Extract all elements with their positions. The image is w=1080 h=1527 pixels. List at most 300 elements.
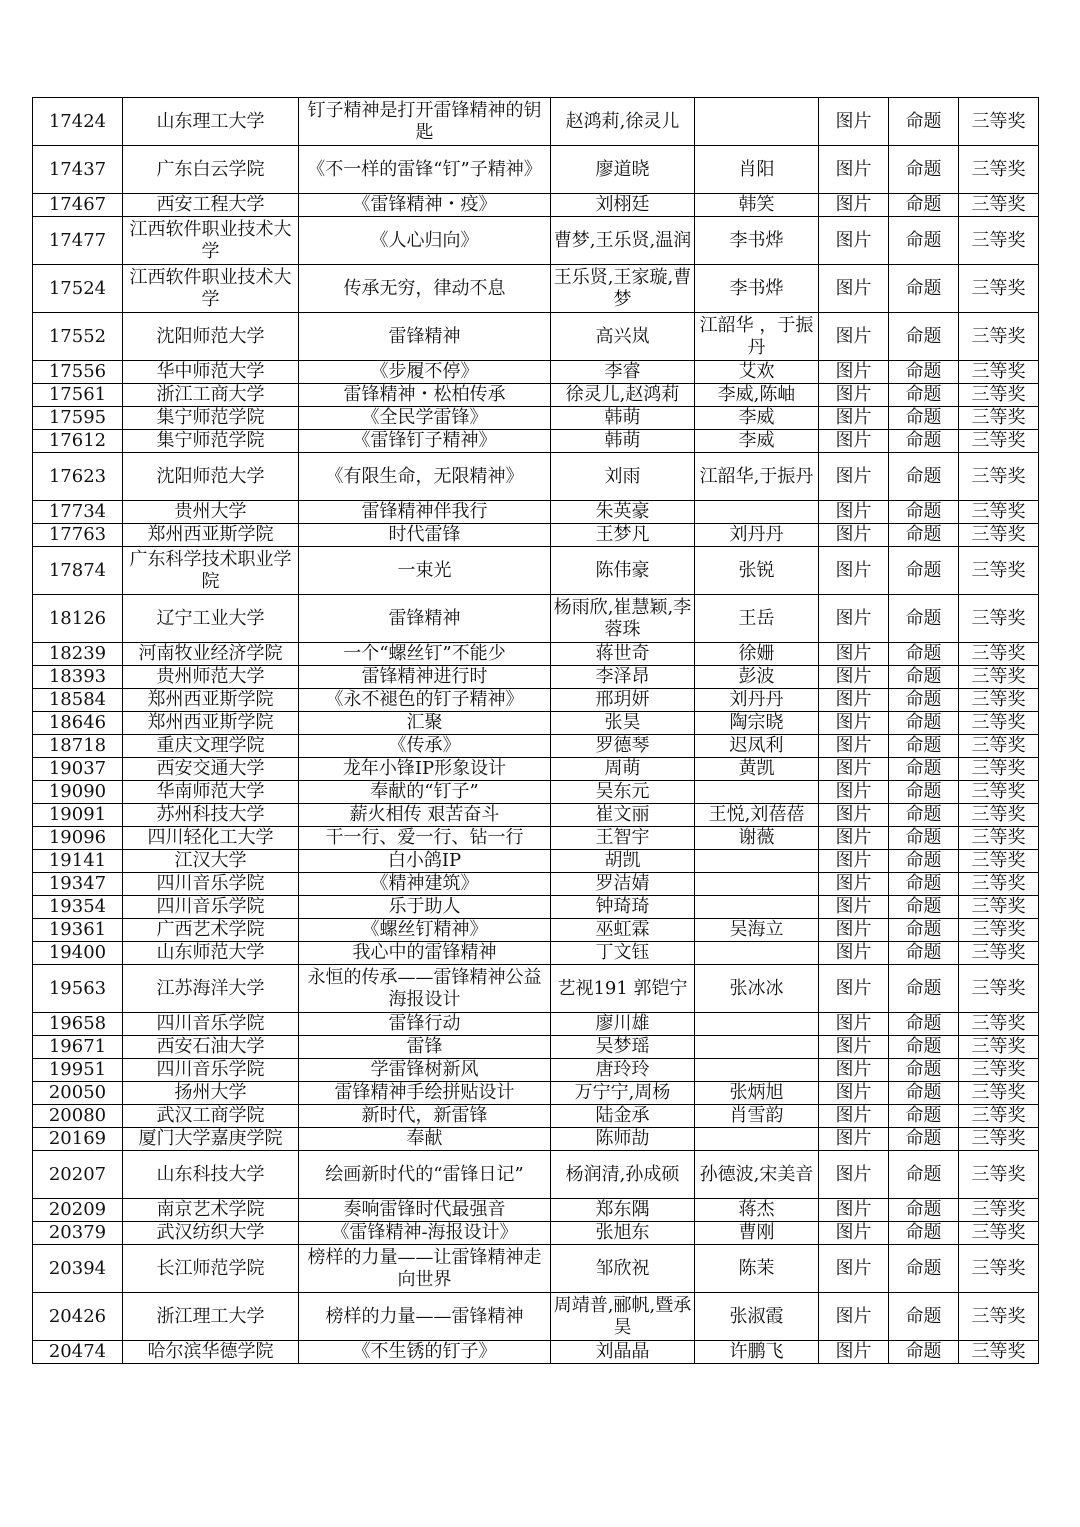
award-level-cell: 三等奖 — [959, 595, 1039, 643]
work-title-cell: 《不生锈的钉子》 — [299, 1341, 551, 1364]
award-level-cell: 三等奖 — [959, 524, 1039, 547]
entry-id-cell: 19951 — [33, 1059, 123, 1082]
advisor-cell — [695, 942, 819, 965]
award-level-cell: 三等奖 — [959, 453, 1039, 501]
advisor-cell — [695, 501, 819, 524]
category-cell: 命题 — [889, 1341, 959, 1364]
school-cell: 广东科学技术职业学院 — [123, 547, 299, 595]
entry-id-cell: 18126 — [33, 595, 123, 643]
advisor-cell: 蒋杰 — [695, 1199, 819, 1222]
entry-id-cell: 20379 — [33, 1222, 123, 1245]
work-form-cell: 图片 — [819, 361, 889, 384]
entry-id-cell: 18584 — [33, 689, 123, 712]
category-cell: 命题 — [889, 407, 959, 430]
advisor-cell: 吴海立 — [695, 919, 819, 942]
work-form-cell: 图片 — [819, 595, 889, 643]
award-level-cell: 三等奖 — [959, 265, 1039, 313]
category-cell: 命题 — [889, 1245, 959, 1293]
advisor-cell: 艾欢 — [695, 361, 819, 384]
advisor-cell — [695, 98, 819, 146]
award-level-cell: 三等奖 — [959, 850, 1039, 873]
work-form-cell: 图片 — [819, 689, 889, 712]
entry-id-cell: 17424 — [33, 98, 123, 146]
table-row — [33, 547, 1039, 595]
work-title-cell: 《不一样的雷锋“钉”子精神》 — [299, 146, 551, 194]
work-title-cell: 绘画新时代的“雷锋日记” — [299, 1151, 551, 1199]
work-form-cell: 图片 — [819, 384, 889, 407]
advisor-cell: 张锐 — [695, 547, 819, 595]
school-cell: 四川轻化工大学 — [123, 827, 299, 850]
authors-cell: 曹梦,王乐贤,温润 — [551, 217, 695, 265]
school-cell: 江西软件职业技术大学 — [123, 217, 299, 265]
award-level-cell: 三等奖 — [959, 217, 1039, 265]
authors-cell: 吴梦瑶 — [551, 1036, 695, 1059]
entry-id-cell: 19037 — [33, 758, 123, 781]
award-level-cell: 三等奖 — [959, 313, 1039, 361]
table-row — [33, 689, 1039, 712]
authors-cell: 罗洁婧 — [551, 873, 695, 896]
work-form-cell: 图片 — [819, 965, 889, 1013]
work-title-cell: 奉献 — [299, 1128, 551, 1151]
entry-id-cell: 19096 — [33, 827, 123, 850]
work-title-cell: 《雷锋钉子精神》 — [299, 430, 551, 453]
authors-cell: 张旭东 — [551, 1222, 695, 1245]
authors-cell: 廖道晓 — [551, 146, 695, 194]
authors-cell: 郑东隅 — [551, 1199, 695, 1222]
category-cell: 命题 — [889, 1222, 959, 1245]
entry-id-cell: 20207 — [33, 1151, 123, 1199]
work-title-cell: 雷锋精神 — [299, 313, 551, 361]
work-title-cell: 一个“螺丝钉”不能少 — [299, 643, 551, 666]
table-row — [33, 313, 1039, 361]
school-cell: 河南牧业经济学院 — [123, 643, 299, 666]
award-level-cell: 三等奖 — [959, 501, 1039, 524]
advisor-cell: 李威,陈岫 — [695, 384, 819, 407]
school-cell: 集宁师范学院 — [123, 430, 299, 453]
entry-id-cell: 17556 — [33, 361, 123, 384]
table-row — [33, 430, 1039, 453]
category-cell: 命题 — [889, 1105, 959, 1128]
work-title-cell: 永恒的传承——雷锋精神公益海报设计 — [299, 965, 551, 1013]
entry-id-cell: 18239 — [33, 643, 123, 666]
school-cell: 辽宁工业大学 — [123, 595, 299, 643]
authors-cell: 廖川雄 — [551, 1013, 695, 1036]
work-form-cell: 图片 — [819, 942, 889, 965]
award-level-cell: 三等奖 — [959, 547, 1039, 595]
award-level-cell: 三等奖 — [959, 896, 1039, 919]
authors-cell: 张昊 — [551, 712, 695, 735]
category-cell: 命题 — [889, 217, 959, 265]
award-level-cell: 三等奖 — [959, 1036, 1039, 1059]
award-level-cell: 三等奖 — [959, 194, 1039, 217]
entry-id-cell: 19361 — [33, 919, 123, 942]
award-table-body — [33, 98, 1039, 1364]
entry-id-cell: 17595 — [33, 407, 123, 430]
advisor-cell: 李书烨 — [695, 265, 819, 313]
table-row — [33, 827, 1039, 850]
work-title-cell: 《永不褪色的钉子精神》 — [299, 689, 551, 712]
entry-id-cell: 17467 — [33, 194, 123, 217]
work-form-cell: 图片 — [819, 1222, 889, 1245]
award-level-cell: 三等奖 — [959, 965, 1039, 1013]
work-form-cell: 图片 — [819, 501, 889, 524]
authors-cell: 艺视191 郭铠宁 — [551, 965, 695, 1013]
school-cell: 厦门大学嘉庚学院 — [123, 1128, 299, 1151]
award-level-cell: 三等奖 — [959, 1151, 1039, 1199]
advisor-cell: 韩笑 — [695, 194, 819, 217]
authors-cell: 丁文钰 — [551, 942, 695, 965]
work-form-cell: 图片 — [819, 524, 889, 547]
work-title-cell: 《传承》 — [299, 735, 551, 758]
entry-id-cell: 19354 — [33, 896, 123, 919]
advisor-cell — [695, 873, 819, 896]
school-cell: 哈尔滨华德学院 — [123, 1341, 299, 1364]
work-title-cell: 雷锋精神进行时 — [299, 666, 551, 689]
category-cell: 命题 — [889, 265, 959, 313]
category-cell: 命题 — [889, 873, 959, 896]
table-row — [33, 643, 1039, 666]
advisor-cell: 肖雪韵 — [695, 1105, 819, 1128]
school-cell: 浙江理工大学 — [123, 1293, 299, 1341]
work-form-cell: 图片 — [819, 407, 889, 430]
advisor-cell: 孙德波,宋美音 — [695, 1151, 819, 1199]
advisor-cell: 刘丹丹 — [695, 689, 819, 712]
school-cell: 贵州师范大学 — [123, 666, 299, 689]
work-title-cell: 钉子精神是打开雷锋精神的钥匙 — [299, 98, 551, 146]
authors-cell: 韩萌 — [551, 407, 695, 430]
work-title-cell: 雷锋精神・松柏传承 — [299, 384, 551, 407]
award-level-cell: 三等奖 — [959, 146, 1039, 194]
work-form-cell: 图片 — [819, 804, 889, 827]
school-cell: 四川音乐学院 — [123, 1013, 299, 1036]
category-cell: 命题 — [889, 98, 959, 146]
work-form-cell: 图片 — [819, 453, 889, 501]
award-level-cell: 三等奖 — [959, 919, 1039, 942]
authors-cell: 周靖普,郦帆,暨承昊 — [551, 1293, 695, 1341]
authors-cell: 李睿 — [551, 361, 695, 384]
school-cell: 苏州科技大学 — [123, 804, 299, 827]
entry-id-cell: 17437 — [33, 146, 123, 194]
authors-cell: 李泽昂 — [551, 666, 695, 689]
award-level-cell: 三等奖 — [959, 1059, 1039, 1082]
category-cell: 命题 — [889, 146, 959, 194]
work-title-cell: 乐于助人 — [299, 896, 551, 919]
authors-cell: 唐玲玲 — [551, 1059, 695, 1082]
work-title-cell: 龙年小锋IP形象设计 — [299, 758, 551, 781]
table-row — [33, 595, 1039, 643]
table-row — [33, 666, 1039, 689]
entry-id-cell: 19347 — [33, 873, 123, 896]
advisor-cell: 许鹏飞 — [695, 1341, 819, 1364]
work-form-cell: 图片 — [819, 758, 889, 781]
authors-cell: 周萌 — [551, 758, 695, 781]
entry-id-cell: 20474 — [33, 1341, 123, 1364]
work-form-cell: 图片 — [819, 1128, 889, 1151]
school-cell: 山东理工大学 — [123, 98, 299, 146]
authors-cell: 赵鸿莉,徐灵儿 — [551, 98, 695, 146]
award-table — [32, 97, 1039, 1364]
advisor-cell — [695, 850, 819, 873]
authors-cell: 邢玥妍 — [551, 689, 695, 712]
work-form-cell: 图片 — [819, 850, 889, 873]
category-cell: 命题 — [889, 942, 959, 965]
entry-id-cell: 18718 — [33, 735, 123, 758]
award-level-cell: 三等奖 — [959, 1082, 1039, 1105]
work-title-cell: 《步履不停》 — [299, 361, 551, 384]
work-title-cell: 雷锋行动 — [299, 1013, 551, 1036]
work-title-cell: 传承无穷，律动不息 — [299, 265, 551, 313]
authors-cell: 陈师劼 — [551, 1128, 695, 1151]
award-level-cell: 三等奖 — [959, 1245, 1039, 1293]
table-row — [33, 407, 1039, 430]
entry-id-cell: 17874 — [33, 547, 123, 595]
work-form-cell: 图片 — [819, 1013, 889, 1036]
authors-cell: 罗德琴 — [551, 735, 695, 758]
category-cell: 命题 — [889, 896, 959, 919]
award-level-cell: 三等奖 — [959, 689, 1039, 712]
work-form-cell: 图片 — [819, 1036, 889, 1059]
authors-cell: 胡凯 — [551, 850, 695, 873]
work-title-cell: 雷锋精神 — [299, 595, 551, 643]
school-cell: 沈阳师范大学 — [123, 453, 299, 501]
authors-cell: 徐灵儿,赵鸿莉 — [551, 384, 695, 407]
category-cell: 命题 — [889, 1036, 959, 1059]
table-row — [33, 1036, 1039, 1059]
award-level-cell: 三等奖 — [959, 430, 1039, 453]
award-level-cell: 三等奖 — [959, 827, 1039, 850]
authors-cell: 刘晶晶 — [551, 1341, 695, 1364]
entry-id-cell: 19091 — [33, 804, 123, 827]
school-cell: 四川音乐学院 — [123, 873, 299, 896]
school-cell: 四川音乐学院 — [123, 896, 299, 919]
work-title-cell: 《精神建筑》 — [299, 873, 551, 896]
school-cell: 重庆文理学院 — [123, 735, 299, 758]
school-cell: 山东科技大学 — [123, 1151, 299, 1199]
advisor-cell: 张冰冰 — [695, 965, 819, 1013]
work-form-cell: 图片 — [819, 735, 889, 758]
advisor-cell: 李书烨 — [695, 217, 819, 265]
advisor-cell: 王悦,刘蓓蓓 — [695, 804, 819, 827]
authors-cell: 王智宇 — [551, 827, 695, 850]
category-cell: 命题 — [889, 384, 959, 407]
authors-cell: 韩萌 — [551, 430, 695, 453]
table-row — [33, 98, 1039, 146]
table-row — [33, 501, 1039, 524]
work-title-cell: 一束光 — [299, 547, 551, 595]
entry-id-cell: 17561 — [33, 384, 123, 407]
award-level-cell: 三等奖 — [959, 643, 1039, 666]
category-cell: 命题 — [889, 781, 959, 804]
advisor-cell — [695, 781, 819, 804]
category-cell: 命题 — [889, 1199, 959, 1222]
school-cell: 广西艺术学院 — [123, 919, 299, 942]
advisor-cell: 江韶华,于振丹 — [695, 453, 819, 501]
table-row — [33, 896, 1039, 919]
advisor-cell: 刘丹丹 — [695, 524, 819, 547]
table-row — [33, 919, 1039, 942]
work-title-cell: 学雷锋树新风 — [299, 1059, 551, 1082]
work-form-cell: 图片 — [819, 1082, 889, 1105]
work-title-cell: 榜样的力量——雷锋精神 — [299, 1293, 551, 1341]
authors-cell: 吴东元 — [551, 781, 695, 804]
school-cell: 广东白云学院 — [123, 146, 299, 194]
school-cell: 沈阳师范大学 — [123, 313, 299, 361]
authors-cell: 陈伟豪 — [551, 547, 695, 595]
work-title-cell: 干一行、爱一行、钻一行 — [299, 827, 551, 850]
category-cell: 命题 — [889, 712, 959, 735]
entry-id-cell: 20426 — [33, 1293, 123, 1341]
work-title-cell: 白小鸽IP — [299, 850, 551, 873]
work-title-cell: 薪火相传 艰苦奋斗 — [299, 804, 551, 827]
authors-cell: 邹欣祝 — [551, 1245, 695, 1293]
table-row — [33, 524, 1039, 547]
authors-cell: 巫虹霖 — [551, 919, 695, 942]
award-level-cell: 三等奖 — [959, 666, 1039, 689]
authors-cell: 高兴岚 — [551, 313, 695, 361]
work-form-cell: 图片 — [819, 896, 889, 919]
table-row — [33, 942, 1039, 965]
authors-cell: 王梦凡 — [551, 524, 695, 547]
award-level-cell: 三等奖 — [959, 407, 1039, 430]
award-level-cell: 三等奖 — [959, 1128, 1039, 1151]
advisor-cell: 徐姗 — [695, 643, 819, 666]
table-row — [33, 265, 1039, 313]
award-level-cell: 三等奖 — [959, 384, 1039, 407]
category-cell: 命题 — [889, 453, 959, 501]
advisor-cell: 黄凯 — [695, 758, 819, 781]
work-form-cell: 图片 — [819, 643, 889, 666]
work-form-cell: 图片 — [819, 873, 889, 896]
category-cell: 命题 — [889, 643, 959, 666]
work-form-cell: 图片 — [819, 1293, 889, 1341]
category-cell: 命题 — [889, 361, 959, 384]
category-cell: 命题 — [889, 1059, 959, 1082]
advisor-cell: 陶宗晓 — [695, 712, 819, 735]
advisor-cell: 谢薇 — [695, 827, 819, 850]
work-form-cell: 图片 — [819, 98, 889, 146]
authors-cell: 朱英豪 — [551, 501, 695, 524]
work-form-cell: 图片 — [819, 919, 889, 942]
entry-id-cell: 19658 — [33, 1013, 123, 1036]
table-row — [33, 1341, 1039, 1364]
category-cell: 命题 — [889, 595, 959, 643]
entry-id-cell: 17763 — [33, 524, 123, 547]
category-cell: 命题 — [889, 430, 959, 453]
entry-id-cell: 19671 — [33, 1036, 123, 1059]
table-row — [33, 1059, 1039, 1082]
work-form-cell: 图片 — [819, 313, 889, 361]
category-cell: 命题 — [889, 1128, 959, 1151]
award-level-cell: 三等奖 — [959, 712, 1039, 735]
advisor-cell: 迟凤利 — [695, 735, 819, 758]
entry-id-cell: 17524 — [33, 265, 123, 313]
entry-id-cell: 19563 — [33, 965, 123, 1013]
work-title-cell: 雷锋 — [299, 1036, 551, 1059]
advisor-cell: 李威 — [695, 430, 819, 453]
authors-cell: 刘雨 — [551, 453, 695, 501]
category-cell: 命题 — [889, 501, 959, 524]
category-cell: 命题 — [889, 666, 959, 689]
school-cell: 西安石油大学 — [123, 1036, 299, 1059]
work-title-cell: 汇聚 — [299, 712, 551, 735]
work-title-cell: 《雷锋精神・疫》 — [299, 194, 551, 217]
work-form-cell: 图片 — [819, 1199, 889, 1222]
category-cell: 命题 — [889, 827, 959, 850]
award-level-cell: 三等奖 — [959, 1105, 1039, 1128]
category-cell: 命题 — [889, 547, 959, 595]
award-level-cell: 三等奖 — [959, 1199, 1039, 1222]
school-cell: 集宁师范学院 — [123, 407, 299, 430]
school-cell: 郑州西亚斯学院 — [123, 712, 299, 735]
table-row — [33, 1293, 1039, 1341]
advisor-cell: 江韶华 ，于振丹 — [695, 313, 819, 361]
award-level-cell: 三等奖 — [959, 873, 1039, 896]
school-cell: 江汉大学 — [123, 850, 299, 873]
award-level-cell: 三等奖 — [959, 758, 1039, 781]
advisor-cell: 王岳 — [695, 595, 819, 643]
award-level-cell: 三等奖 — [959, 361, 1039, 384]
table-row — [33, 735, 1039, 758]
school-cell: 山东师范大学 — [123, 942, 299, 965]
authors-cell: 杨润清,孙成硕 — [551, 1151, 695, 1199]
award-level-cell: 三等奖 — [959, 1341, 1039, 1364]
category-cell: 命题 — [889, 735, 959, 758]
work-title-cell: 《有限生命，无限精神》 — [299, 453, 551, 501]
advisor-cell: 肖阳 — [695, 146, 819, 194]
authors-cell: 王乐贤,王家璇,曹梦 — [551, 265, 695, 313]
table-row — [33, 758, 1039, 781]
work-title-cell: 奉献的“钉子” — [299, 781, 551, 804]
advisor-cell: 曹刚 — [695, 1222, 819, 1245]
entry-id-cell: 17734 — [33, 501, 123, 524]
award-level-cell: 三等奖 — [959, 1013, 1039, 1036]
authors-cell: 杨雨欣,崔慧颖,李蓉珠 — [551, 595, 695, 643]
work-title-cell: 奏响雷锋时代最强音 — [299, 1199, 551, 1222]
school-cell: 浙江工商大学 — [123, 384, 299, 407]
work-title-cell: 雷锋精神伴我行 — [299, 501, 551, 524]
category-cell: 命题 — [889, 689, 959, 712]
work-title-cell: 榜样的力量——让雷锋精神走向世界 — [299, 1245, 551, 1293]
table-row — [33, 781, 1039, 804]
table-row — [33, 217, 1039, 265]
entry-id-cell: 17623 — [33, 453, 123, 501]
award-level-cell: 三等奖 — [959, 98, 1039, 146]
work-form-cell: 图片 — [819, 666, 889, 689]
authors-cell: 崔文丽 — [551, 804, 695, 827]
advisor-cell: 陈茉 — [695, 1245, 819, 1293]
school-cell: 扬州大学 — [123, 1082, 299, 1105]
authors-cell: 刘栩廷 — [551, 194, 695, 217]
table-row — [33, 850, 1039, 873]
advisor-cell: 彭波 — [695, 666, 819, 689]
work-title-cell: 《全民学雷锋》 — [299, 407, 551, 430]
table-row — [33, 1013, 1039, 1036]
work-title-cell: 新时代，新雷锋 — [299, 1105, 551, 1128]
school-cell: 南京艺术学院 — [123, 1199, 299, 1222]
category-cell: 命题 — [889, 524, 959, 547]
entry-id-cell: 20169 — [33, 1128, 123, 1151]
table-row — [33, 1151, 1039, 1199]
school-cell: 江苏海洋大学 — [123, 965, 299, 1013]
school-cell: 武汉工商学院 — [123, 1105, 299, 1128]
entry-id-cell: 18393 — [33, 666, 123, 689]
authors-cell: 蒋世奇 — [551, 643, 695, 666]
school-cell: 西安交通大学 — [123, 758, 299, 781]
table-row — [33, 1245, 1039, 1293]
work-form-cell: 图片 — [819, 712, 889, 735]
entry-id-cell: 20050 — [33, 1082, 123, 1105]
advisor-cell: 张炳旭 — [695, 1082, 819, 1105]
